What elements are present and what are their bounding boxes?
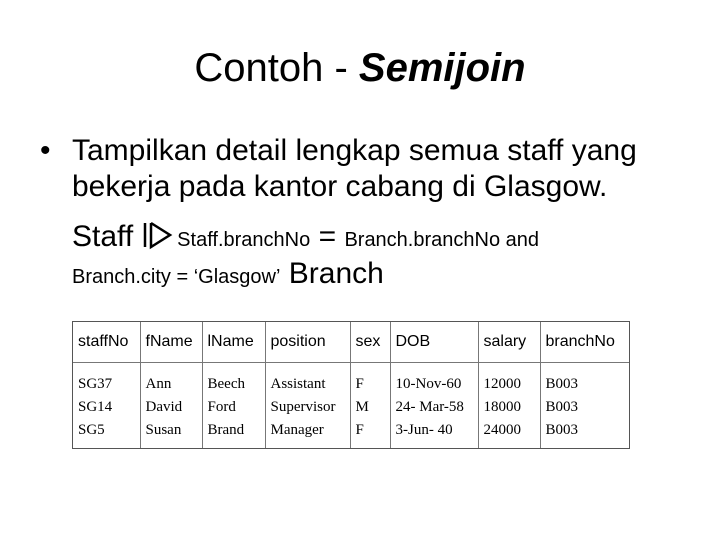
title-emphasis: Semijoin — [358, 46, 526, 90]
table-cell: 24- Mar-58 — [395, 399, 464, 415]
column-header: position — [265, 322, 350, 363]
table-cell: B003 — [545, 422, 579, 438]
title-plain: Contoh - — [194, 46, 359, 90]
expr-right-relation: Branch — [288, 257, 384, 290]
column-staffNo — [73, 363, 140, 449]
expr-left-relation: Staff — [72, 220, 134, 253]
table-cell: Ann — [145, 376, 172, 392]
bullet-line-1: Tampilkan detail lengkap semua staff yang — [72, 134, 637, 167]
table-cell: 12000 — [483, 376, 521, 392]
slide-title — [0, 42, 720, 94]
predicate-part-3: Branch.city = ‘Glasgow’ — [72, 266, 281, 288]
semijoin-expression — [72, 219, 539, 258]
table-cell: Beech — [207, 376, 245, 392]
column-header: lName — [202, 322, 265, 363]
table-cell: Manager — [270, 422, 324, 438]
column-header: fName — [140, 322, 202, 363]
column-branchNo — [540, 363, 629, 449]
table-cell: Supervisor — [270, 399, 336, 415]
table-cell: SG5 — [78, 422, 105, 438]
table-cell: F — [355, 422, 364, 438]
table-cell: Susan — [145, 422, 182, 438]
table-cell: M — [355, 399, 369, 415]
column-position — [265, 363, 350, 449]
column-sex — [350, 363, 390, 449]
table-cell: David — [145, 399, 183, 415]
result-table — [72, 321, 630, 449]
bullet-symbol: • — [40, 134, 51, 167]
column-salary — [478, 363, 540, 449]
column-DOB — [390, 363, 478, 449]
column-fName — [140, 363, 202, 449]
predicate-equals: = — [318, 220, 337, 253]
table-cell: F — [355, 376, 364, 392]
table-cell: Assistant — [270, 376, 326, 392]
semijoin-expression-cont — [72, 256, 384, 295]
column-header: salary — [478, 322, 540, 363]
table-cell: Brand — [207, 422, 245, 438]
semijoin-icon — [143, 220, 173, 250]
table-body-row — [73, 363, 629, 449]
table-cell: 18000 — [483, 399, 521, 415]
column-lName — [202, 363, 265, 449]
predicate-part-2: Branch.branchNo and — [344, 229, 540, 251]
column-header: DOB — [390, 322, 478, 363]
column-header: sex — [350, 322, 390, 363]
table-cell: B003 — [545, 399, 579, 415]
table-cell: B003 — [545, 376, 579, 392]
table-header-row — [73, 322, 629, 363]
table-cell: 24000 — [483, 422, 521, 438]
column-header: branchNo — [540, 322, 629, 363]
table-cell: 3-Jun- 40 — [395, 422, 453, 438]
bullet-line-2: bekerja pada kantor cabang di Glasgow. — [72, 170, 608, 203]
table-cell: SG37 — [78, 376, 113, 392]
table-cell: 10-Nov-60 — [395, 376, 462, 392]
table-cell: Ford — [207, 399, 236, 415]
predicate-part-1: Staff.branchNo — [177, 229, 311, 251]
table-cell: SG14 — [78, 399, 113, 415]
column-header: staffNo — [73, 322, 140, 363]
